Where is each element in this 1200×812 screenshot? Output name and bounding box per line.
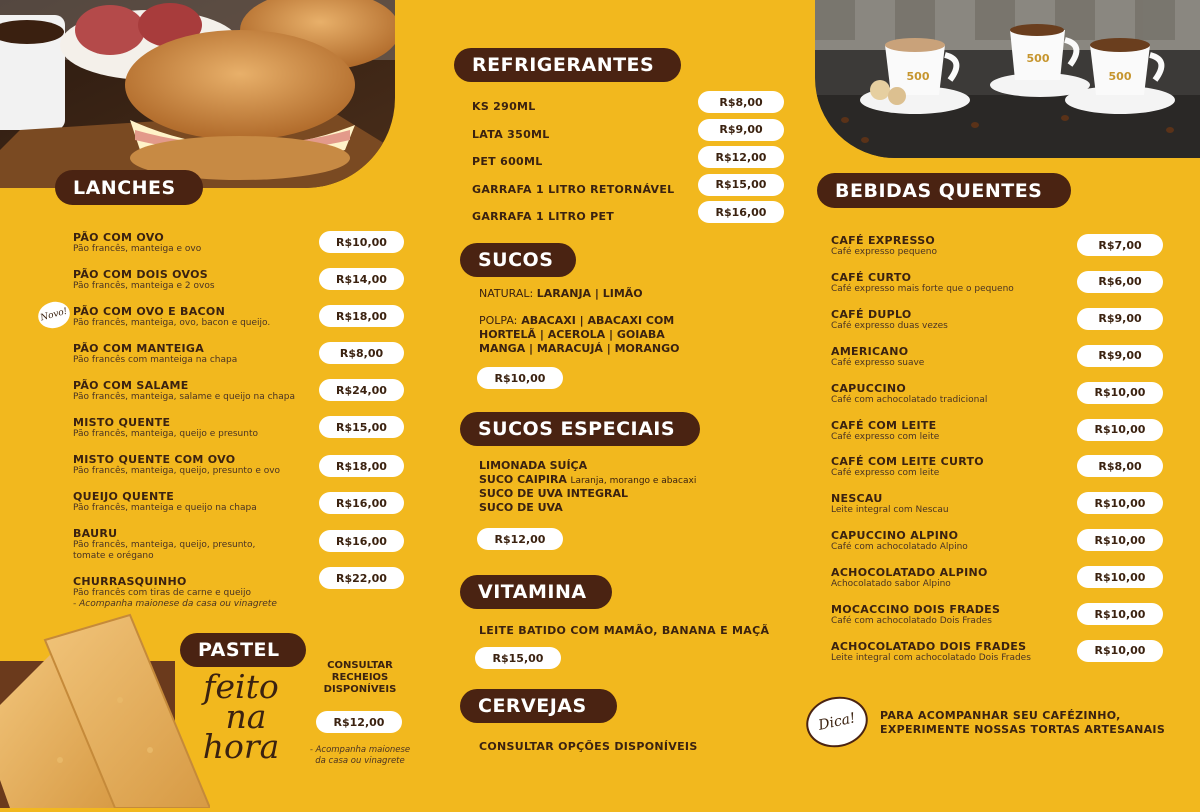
price-tag: R$10,00 xyxy=(1077,419,1163,441)
sucos-price: R$10,00 xyxy=(477,367,563,389)
item-name: NESCAU xyxy=(831,492,883,506)
item-name: CAFÉ DUPLO xyxy=(831,307,912,321)
price-tag: R$10,00 xyxy=(1077,566,1163,588)
item-desc: Café expresso suave xyxy=(831,357,925,368)
item-desc: Café com achocolatado Dois Frades xyxy=(831,616,992,626)
item-name: PÃO COM MANTEIGA xyxy=(73,342,205,355)
lanches-item xyxy=(73,342,313,366)
cup-brand-2: 500 xyxy=(1026,52,1050,65)
lanches-item xyxy=(73,575,313,610)
pastel-photo xyxy=(0,610,210,808)
item-desc: Café com achocolatado tradicional xyxy=(831,394,988,405)
bebida-item xyxy=(831,308,1071,332)
lanches-item xyxy=(73,268,313,292)
price-tag: R$7,00 xyxy=(1077,234,1163,256)
pastel-consult-line: RECHEIOS xyxy=(331,672,389,683)
new-badge xyxy=(35,298,73,331)
lanches-item xyxy=(73,527,313,562)
item-desc: tomate e orégano xyxy=(73,551,154,561)
dica-text xyxy=(880,709,1165,737)
pastel-note xyxy=(300,745,420,767)
cervejas-title: CERVEJAS xyxy=(460,689,617,723)
price-tag: R$10,00 xyxy=(1077,382,1163,404)
bebida-item xyxy=(831,271,1071,295)
item-name: PÃO COM DOIS OVOS xyxy=(73,268,209,281)
price-tag: R$8,00 xyxy=(319,342,404,364)
price-tag: R$18,00 xyxy=(319,305,404,327)
pastel-note-line: da casa ou vinagrete xyxy=(315,756,405,766)
especial-name: SUCO CAIPIRA xyxy=(479,473,567,486)
pastel-consult-line: CONSULTAR xyxy=(327,660,393,671)
item-desc: Café expresso mais forte que o pequeno xyxy=(831,283,1014,294)
item-name: PÃO COM SALAME xyxy=(73,379,189,392)
bebida-item xyxy=(831,640,1071,664)
item-desc: Café expresso duas vezes xyxy=(831,320,948,331)
vitamina-text: LEITE BATIDO COM MAMÃO, BANANA E MAÇÃ xyxy=(479,624,770,637)
price-tag: R$22,00 xyxy=(319,567,404,589)
price-tag: R$12,00 xyxy=(698,146,784,168)
price-tag: R$16,00 xyxy=(319,492,404,514)
sucos-polpa xyxy=(479,314,679,356)
especial-desc: Laranja, morango e abacaxi xyxy=(570,476,697,486)
pastel-price: R$12,00 xyxy=(316,711,402,733)
especial-name: LIMONADA SUÍÇA xyxy=(479,459,588,472)
price-tag: R$10,00 xyxy=(1077,492,1163,514)
price-tag: R$14,00 xyxy=(319,268,404,290)
price-tag: R$10,00 xyxy=(1077,529,1163,551)
bebida-item xyxy=(831,529,1071,553)
sucos-title: SUCOS xyxy=(460,243,576,277)
pastel-note-line: - Acompanha maionese xyxy=(309,745,411,755)
item-name: PÃO COM OVO xyxy=(73,231,164,244)
item-name: MOCACCINO DOIS FRADES xyxy=(831,603,1001,616)
item-name: CAFÉ EXPRESSO xyxy=(831,234,936,247)
item-desc: Café expresso com leite xyxy=(831,431,940,442)
natural-value: LARANJA | LIMÃO xyxy=(536,287,643,300)
bebida-item xyxy=(831,603,1071,627)
especial-name: SUCO DE UVA xyxy=(479,501,563,514)
item-desc: - Acompanha maionese da casa ou vinagrete xyxy=(73,599,277,609)
pastel-consult xyxy=(318,660,402,696)
item-name: MISTO QUENTE xyxy=(73,416,171,429)
price-tag: R$10,00 xyxy=(319,231,404,253)
bebida-item xyxy=(831,455,1071,479)
especial-item xyxy=(479,501,563,514)
dica-badge xyxy=(801,691,872,753)
price-tag: R$9,00 xyxy=(698,119,784,141)
item-name: BAURU xyxy=(73,527,118,540)
script-line: na xyxy=(225,697,267,736)
price-tag: R$15,00 xyxy=(698,174,784,196)
item-desc: Pão francês, manteiga, queijo e presunto xyxy=(73,429,258,439)
item-desc: Café expresso com leite xyxy=(831,468,940,479)
polpa-line: ABACAXI | ABACAXI COM xyxy=(521,314,675,327)
especial-name: SUCO DE UVA INTEGRAL xyxy=(479,487,628,500)
item-desc: Pão francês com tiras de carne e queijo xyxy=(73,588,251,598)
item-name: QUEIJO QUENTE xyxy=(73,490,175,503)
feito-na-hora-script xyxy=(186,667,296,766)
item-desc: Leite integral com achocolatado Dois Frades xyxy=(831,652,1031,663)
cervejas-text: CONSULTAR OPÇÕES DISPONÍVEIS xyxy=(479,740,698,753)
sucos-especiais-price: R$12,00 xyxy=(477,528,563,550)
item-desc: Pão francês, manteiga, queijo, presunto, xyxy=(73,540,256,550)
refrigerante-name: GARRAFA 1 LITRO PET xyxy=(472,210,615,223)
refrigerante-name: PET 600ML xyxy=(472,155,543,168)
item-name: MISTO QUENTE COM OVO xyxy=(73,453,236,466)
price-tag: R$8,00 xyxy=(698,91,784,113)
item-name: ACHOCOLATADO ALPINO xyxy=(831,566,988,580)
refrigerante-name: KS 290ML xyxy=(472,100,536,113)
price-tag: R$16,00 xyxy=(698,201,784,223)
price-tag: R$6,00 xyxy=(1077,271,1163,293)
lanches-item xyxy=(73,416,313,440)
dica-badge-text: Dica! xyxy=(816,710,858,734)
item-desc: Leite integral com Nescau xyxy=(831,505,949,516)
bebida-item xyxy=(831,234,1071,258)
refrigerantes-title: REFRIGERANTES xyxy=(454,48,681,82)
refrigerante-name: GARRAFA 1 LITRO RETORNÁVEL xyxy=(472,182,675,196)
price-tag: R$8,00 xyxy=(1077,455,1163,477)
price-tag: R$24,00 xyxy=(319,379,404,401)
item-desc: Café com achocolatado Alpino xyxy=(831,542,968,553)
sucos-natural xyxy=(479,287,643,300)
especial-item xyxy=(479,473,696,488)
item-desc: Pão francês, manteiga, salame e queijo na chapa xyxy=(73,392,295,402)
item-name: AMERICANO xyxy=(831,344,909,358)
script-line: feito xyxy=(203,667,279,706)
item-desc: Pão francês, manteiga, queijo, presunto e ovo xyxy=(73,466,281,476)
new-badge-text: Novo! xyxy=(39,306,69,324)
dica-line: PARA ACOMPANHAR SEU CAFÉZINHO, xyxy=(880,709,1121,722)
price-tag: R$16,00 xyxy=(319,530,404,552)
bebida-item xyxy=(831,419,1071,443)
polpa-label: POLPA: xyxy=(479,314,518,327)
item-name: PÃO COM OVO E BACON xyxy=(73,305,226,318)
item-desc: Pão francês, manteiga e ovo xyxy=(73,244,202,254)
especial-item xyxy=(479,459,587,472)
price-tag: R$9,00 xyxy=(1077,308,1163,330)
item-name: CAFÉ COM LEITE CURTO xyxy=(831,455,984,469)
price-tag: R$10,00 xyxy=(1077,603,1163,625)
lanches-item xyxy=(73,453,313,477)
pastel-consult-line: DISPONÍVEIS xyxy=(323,684,397,695)
item-name: CAFÉ COM LEITE xyxy=(831,418,937,432)
item-name: CAFÉ CURTO xyxy=(831,270,912,284)
item-name: CAPUCCINO ALPINO xyxy=(831,529,959,543)
bebida-item xyxy=(831,382,1071,406)
item-desc: Pão francês, manteiga e 2 ovos xyxy=(73,281,215,291)
bebidas-quentes-title: BEBIDAS QUENTES xyxy=(817,173,1071,208)
price-tag: R$9,00 xyxy=(1077,345,1163,367)
item-desc: Pão francês com manteiga na chapa xyxy=(73,355,238,365)
price-tag: R$10,00 xyxy=(1077,640,1163,662)
coffee-photo xyxy=(815,0,1200,158)
item-name: ACHOCOLATADO DOIS FRADES xyxy=(831,639,1027,653)
item-desc: Achocolatado sabor Alpino xyxy=(831,579,951,590)
sucos-especiais-title: SUCOS ESPECIAIS xyxy=(460,412,700,446)
cup-brand-3: 500 xyxy=(1108,70,1132,83)
price-tag: R$18,00 xyxy=(319,455,404,477)
item-desc: Pão francês, manteiga e queijo na chapa xyxy=(73,503,257,513)
bebida-item xyxy=(831,492,1071,516)
pastel-title: PASTEL xyxy=(180,633,306,667)
item-desc: Pão francês, manteiga, ovo, bacon e queijo. xyxy=(73,318,271,328)
lanches-item xyxy=(73,379,313,403)
price-tag: R$15,00 xyxy=(319,416,404,438)
polpa-line: MANGA | MARACUJÁ | MORANGO xyxy=(479,342,680,355)
lanches-item xyxy=(73,231,313,255)
natural-label: NATURAL: xyxy=(479,287,534,300)
item-name: CHURRASQUINHO xyxy=(73,575,187,588)
cup-brand-1: 500 xyxy=(906,70,930,83)
item-desc: Café expresso pequeno xyxy=(831,247,937,257)
lanches-item xyxy=(73,305,313,329)
vitamina-title: VITAMINA xyxy=(460,575,612,609)
dica-line: EXPERIMENTE NOSSAS TORTAS ARTESANAIS xyxy=(880,723,1166,736)
script-line: hora xyxy=(202,727,280,766)
sandwich-photo xyxy=(0,0,395,188)
lanches-title: LANCHES xyxy=(55,170,203,205)
bebida-item xyxy=(831,566,1071,590)
polpa-line: HORTELÃ | ACEROLA | GOIABA xyxy=(479,328,665,341)
refrigerante-name: LATA 350ML xyxy=(472,127,550,141)
bebida-item xyxy=(831,345,1071,369)
especial-item xyxy=(479,487,628,500)
lanches-item xyxy=(73,490,313,514)
item-name: CAPUCCINO xyxy=(831,381,907,395)
vitamina-price: R$15,00 xyxy=(475,647,561,669)
